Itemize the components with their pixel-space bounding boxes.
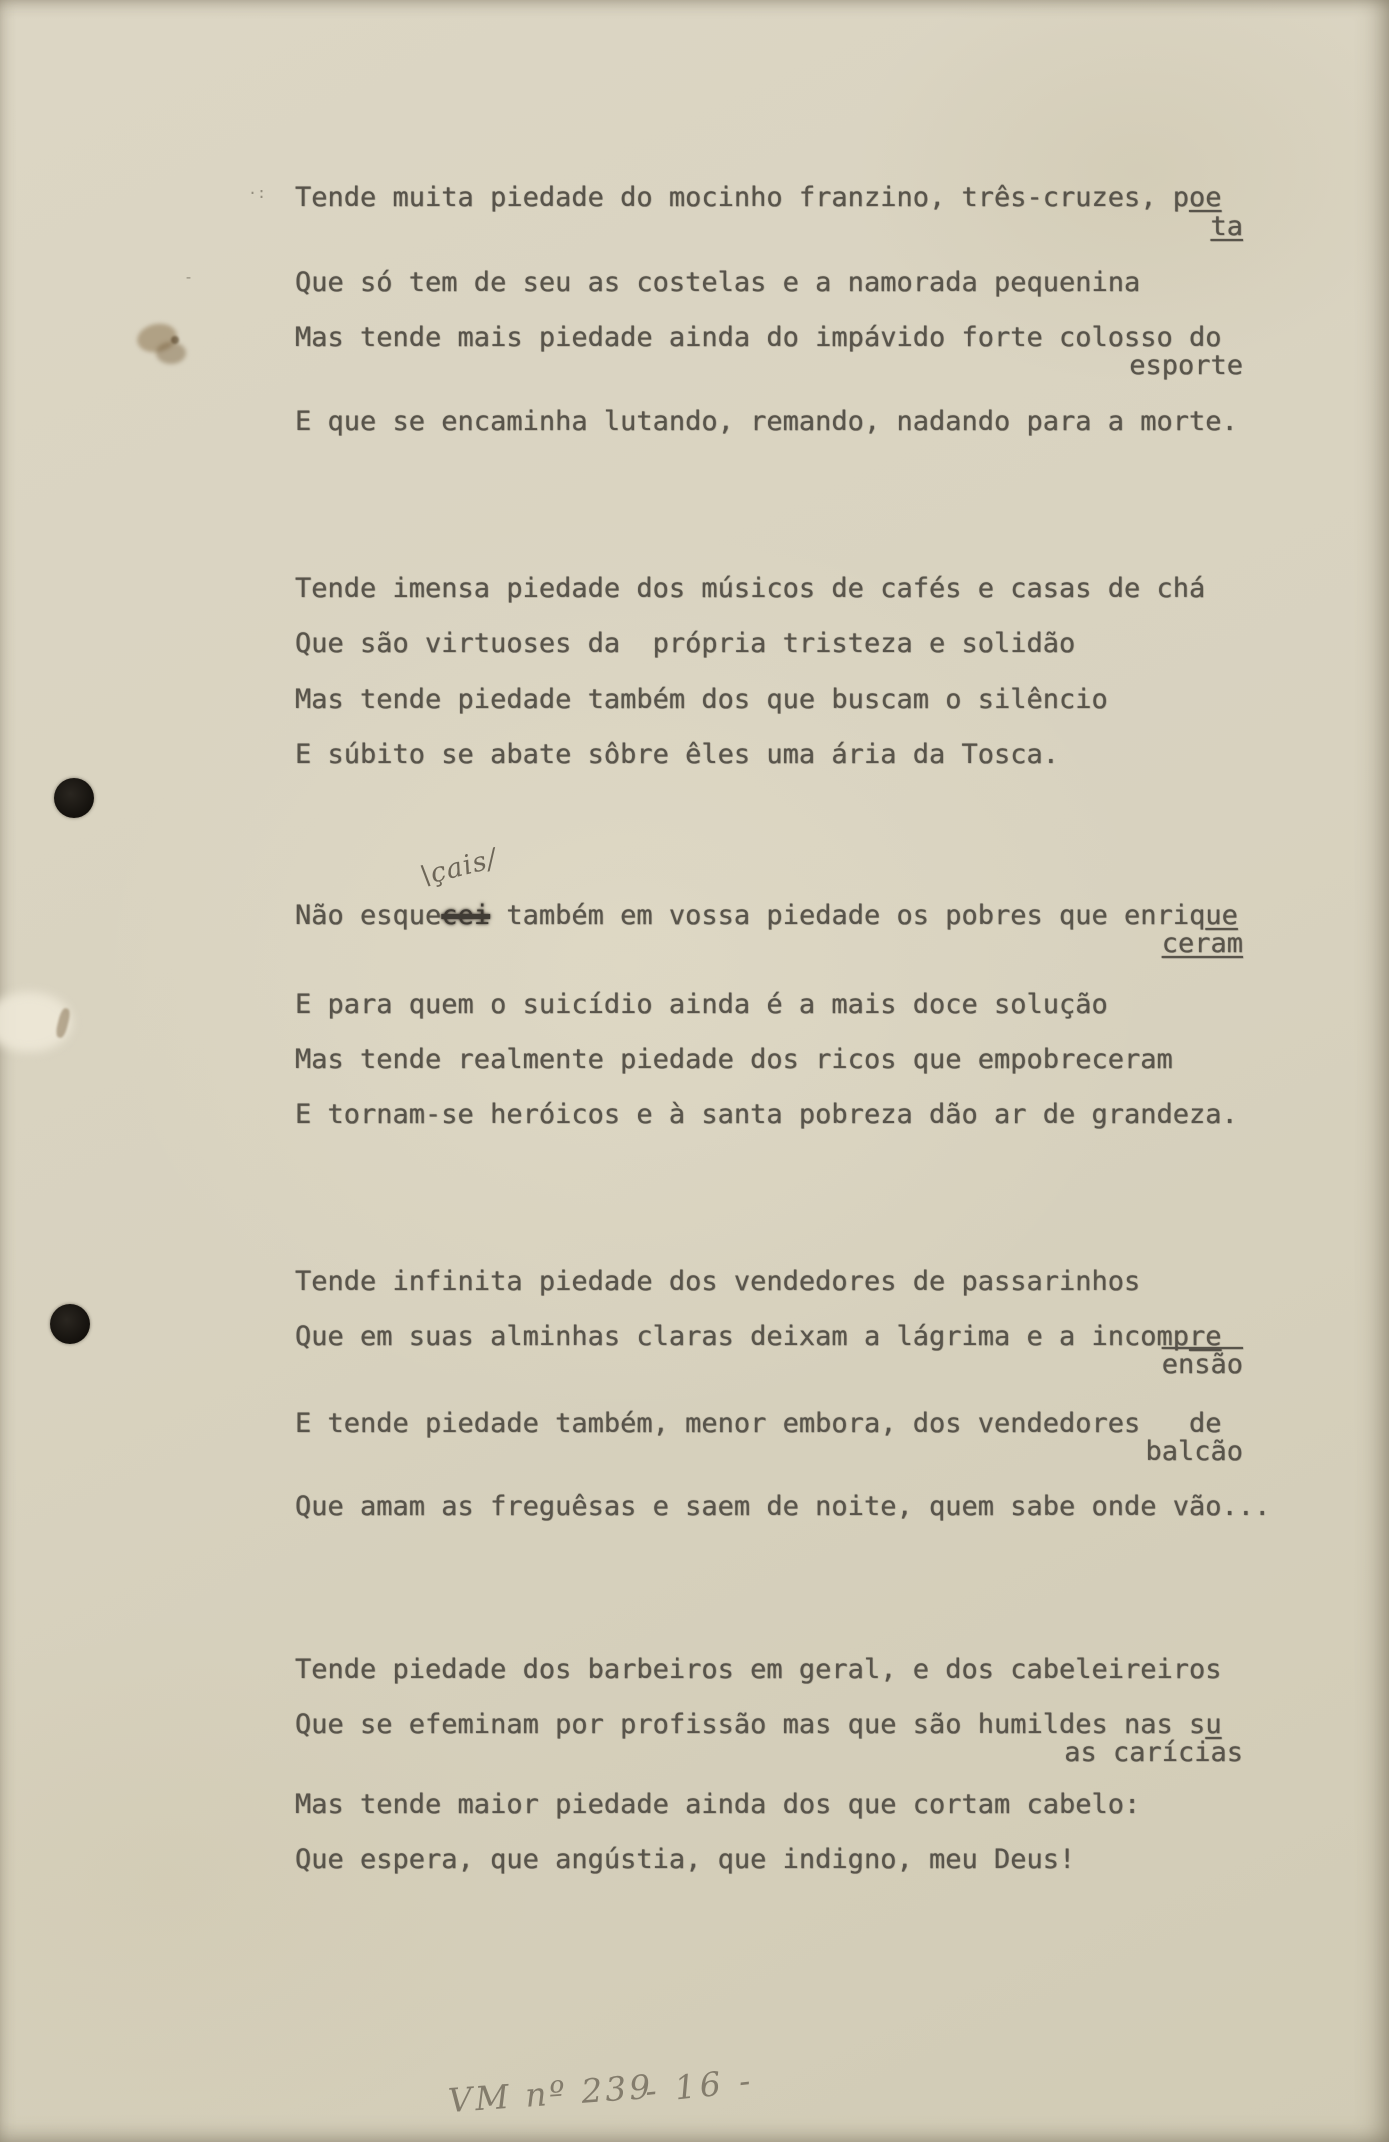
punch-hole-bottom [50,1304,90,1344]
catalog-code-annotation: VM nº 239 [446,2066,655,2121]
poem-line: Que se efeminam por profissão mas que são humildes nas su [295,1709,1222,1740]
poem-line: E tende piedade também, menor embora, dos vendedores de [295,1408,1222,1439]
page-number-annotation: - 16 - [643,2060,757,2111]
poem-text [295,0,1271,2142]
poem-line: Que são virtuoses da própria tristeza e solidão [295,628,1076,659]
poem-line: Mas tende mais piedade ainda do impávido forte colosso do [295,322,1222,353]
handwritten-correction: \çais/ [417,843,501,892]
poem-line: as carícias [1064,1737,1243,1768]
poem-line: Mas tende realmente piedade dos ricos que empobreceram [295,1044,1173,1075]
poem-line: balcão [1145,1436,1243,1467]
brown-stain-speck [171,336,179,344]
stray-pencil-dash: - [184,268,194,286]
poem-line: ta [1210,211,1243,242]
poem-line: Tende infinita piedade dos vendedores de passarinhos [295,1266,1141,1297]
poem-line: ensão [1161,1349,1243,1380]
poem-line: esporte [1129,350,1243,381]
poem-line: Tende imensa piedade dos músicos de cafés e casas de chá [295,573,1206,604]
poem-line: Mas tende piedade também dos que buscam o silêncio [295,684,1108,715]
brown-stain-2 [156,342,186,364]
poem-line: E tornam-se heróicos e à santa pobreza dão ar de grandeza. [295,1099,1238,1130]
poem-line: Que só tem de seu as costelas e a namorada pequenina [295,267,1141,298]
poem-line: Não esquecei também em vossa piedade os pobres que enrique [295,900,1238,931]
poem-line: Que em suas alminhas claras deixam a lágrima e a incompre [295,1321,1222,1352]
poem-line: Que espera, que angústia, que indigno, meu Deus! [295,1844,1076,1875]
poem-line: E súbito se abate sôbre êles uma ária da Tosca. [295,739,1060,770]
poem-line: Que amam as freguêsas e saem de noite, quem sabe onde vão... [295,1491,1271,1522]
poem-line: Mas tende maior piedade ainda dos que cortam cabelo: [295,1789,1141,1820]
stray-ink-mark: ·: [248,184,267,202]
poem-line: Tende piedade dos barbeiros em geral, e dos cabeleireiros [295,1654,1222,1685]
poem-line: E que se encaminha lutando, remando, nadando para a morte. [295,406,1238,437]
poem-line: Tende muita piedade do mocinho franzino, três-cruzes, poe [295,182,1222,213]
punch-hole-top [54,778,94,818]
poem-line: E para quem o suicídio ainda é a mais doce solução [295,989,1108,1020]
poem-line: ceram [1161,928,1243,959]
